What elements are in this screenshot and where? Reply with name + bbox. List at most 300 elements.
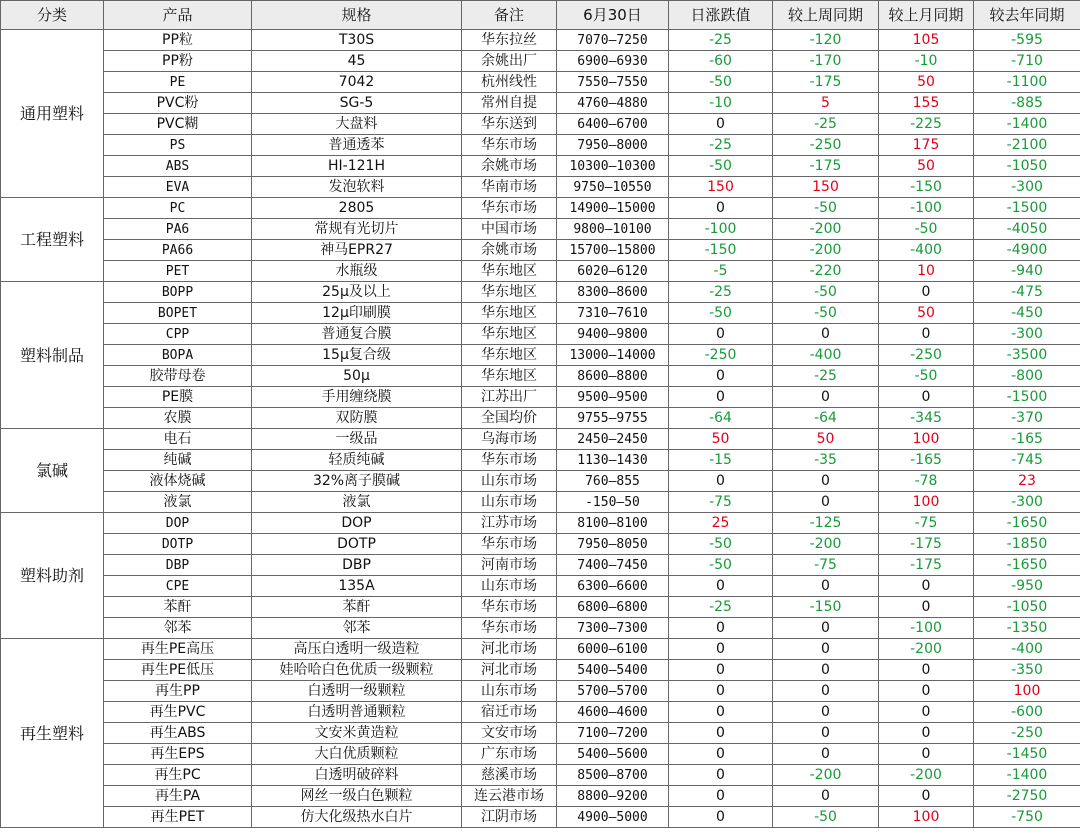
table-row [1, 30, 1080, 51]
price-range-cell: 6900—6930 [557, 51, 669, 72]
spec-cell: 神马EPR27 [252, 240, 462, 261]
price-range-cell: 5700—5700 [557, 681, 669, 702]
spec-cell: 仿大化级热水白片 [252, 807, 462, 828]
category-cell: 工程塑料 [1, 198, 104, 282]
price-range-cell: 6020—6120 [557, 261, 669, 282]
daily-change-cell: 0 [669, 681, 773, 702]
vs-last-year-cell: -300 [974, 324, 1080, 345]
vs-last-month-cell: 0 [879, 660, 974, 681]
vs-last-week-cell: 0 [773, 618, 879, 639]
price-range-cell: 9800—10100 [557, 219, 669, 240]
daily-change-cell: -25 [669, 282, 773, 303]
spec-cell: 大白优质颗粒 [252, 744, 462, 765]
price-range-cell: 5400—5600 [557, 744, 669, 765]
price-range-cell: 1130—1430 [557, 450, 669, 471]
table-row [1, 387, 1080, 408]
spec-cell: T30S [252, 30, 462, 51]
price-range-cell: 2450—2450 [557, 429, 669, 450]
note-cell: 华东地区 [462, 282, 557, 303]
spec-cell: 常规有光切片 [252, 219, 462, 240]
daily-change-cell: 0 [669, 702, 773, 723]
spec-cell: 32%离子膜碱 [252, 471, 462, 492]
price-range-cell: 5400—5400 [557, 660, 669, 681]
daily-change-cell: 50 [669, 429, 773, 450]
price-range-cell: 7310—7610 [557, 303, 669, 324]
table-row [1, 366, 1080, 387]
vs-last-month-cell: 0 [879, 681, 974, 702]
note-cell: 华东市场 [462, 597, 557, 618]
product-cell: BOPET [104, 303, 252, 324]
vs-last-year-cell: -1050 [974, 156, 1080, 177]
table-row [1, 177, 1080, 198]
product-cell: 再生PET [104, 807, 252, 828]
vs-last-week-cell: -50 [773, 282, 879, 303]
table-row [1, 282, 1080, 303]
table-row [1, 660, 1080, 681]
vs-last-week-cell: 0 [773, 324, 879, 345]
vs-last-month-cell: -200 [879, 765, 974, 786]
table-row [1, 492, 1080, 513]
vs-last-month-cell: 0 [879, 702, 974, 723]
vs-last-year-cell: -300 [974, 177, 1080, 198]
vs-last-week-cell: -125 [773, 513, 879, 534]
table-row [1, 786, 1080, 807]
vs-last-month-cell: 155 [879, 93, 974, 114]
table-row [1, 429, 1080, 450]
vs-last-week-cell: -50 [773, 807, 879, 828]
header-daily-change: 日涨跌值 [669, 1, 773, 30]
price-range-cell: 7100—7200 [557, 723, 669, 744]
vs-last-week-cell: 0 [773, 471, 879, 492]
note-cell: 江苏市场 [462, 513, 557, 534]
product-cell: PE [104, 72, 252, 93]
table-row [1, 198, 1080, 219]
note-cell: 全国均价 [462, 408, 557, 429]
table-row [1, 345, 1080, 366]
vs-last-year-cell: -1100 [974, 72, 1080, 93]
note-cell: 常州自提 [462, 93, 557, 114]
price-range-cell: 9755—9755 [557, 408, 669, 429]
vs-last-week-cell: 0 [773, 681, 879, 702]
daily-change-cell: 0 [669, 198, 773, 219]
spec-cell: 2805 [252, 198, 462, 219]
spec-cell: 7042 [252, 72, 462, 93]
table-row [1, 261, 1080, 282]
vs-last-year-cell: -3500 [974, 345, 1080, 366]
product-cell: BOPP [104, 282, 252, 303]
product-cell: PE膜 [104, 387, 252, 408]
category-cell: 塑料制品 [1, 282, 104, 429]
spec-cell: 文安米黄造粒 [252, 723, 462, 744]
table-row [1, 723, 1080, 744]
price-range-cell: 9750—10550 [557, 177, 669, 198]
header-vs-last-year: 较去年同期 [974, 1, 1080, 30]
daily-change-cell: 0 [669, 387, 773, 408]
spec-cell: 白透明普通颗粒 [252, 702, 462, 723]
vs-last-month-cell: -150 [879, 177, 974, 198]
daily-change-cell: 0 [669, 660, 773, 681]
product-cell: PC [104, 198, 252, 219]
table-row [1, 576, 1080, 597]
note-cell: 江苏出厂 [462, 387, 557, 408]
price-range-cell: 6000—6100 [557, 639, 669, 660]
spec-cell: 135A [252, 576, 462, 597]
price-range-cell: 10300—10300 [557, 156, 669, 177]
note-cell: 广东市场 [462, 744, 557, 765]
vs-last-month-cell: 50 [879, 72, 974, 93]
spec-cell: 普通复合膜 [252, 324, 462, 345]
product-cell: 再生EPS [104, 744, 252, 765]
spec-cell: 手用缠绕膜 [252, 387, 462, 408]
product-cell: 胶带母卷 [104, 366, 252, 387]
product-cell: 农膜 [104, 408, 252, 429]
product-cell: DOP [104, 513, 252, 534]
price-range-cell: 7550—7550 [557, 72, 669, 93]
vs-last-week-cell: -220 [773, 261, 879, 282]
note-cell: 慈溪市场 [462, 765, 557, 786]
spec-cell: DBP [252, 555, 462, 576]
product-cell: 纯碱 [104, 450, 252, 471]
vs-last-month-cell: -225 [879, 114, 974, 135]
vs-last-year-cell: -1500 [974, 198, 1080, 219]
header-row [1, 1, 1080, 30]
product-cell: 苯酐 [104, 597, 252, 618]
vs-last-year-cell: -800 [974, 366, 1080, 387]
daily-change-cell: -25 [669, 30, 773, 51]
vs-last-year-cell: -2750 [974, 786, 1080, 807]
table-row [1, 513, 1080, 534]
header-vs-last-month: 较上月同期 [879, 1, 974, 30]
table-row [1, 324, 1080, 345]
vs-last-month-cell: 0 [879, 723, 974, 744]
vs-last-month-cell: 100 [879, 807, 974, 828]
spec-cell: 液氯 [252, 492, 462, 513]
spec-cell: 一级品 [252, 429, 462, 450]
price-range-cell: 14900—15000 [557, 198, 669, 219]
note-cell: 华东拉丝 [462, 30, 557, 51]
vs-last-week-cell: 0 [773, 744, 879, 765]
daily-change-cell: -50 [669, 303, 773, 324]
note-cell: 华东地区 [462, 366, 557, 387]
daily-change-cell: -50 [669, 534, 773, 555]
header-note: 备注 [462, 1, 557, 30]
spec-cell: DOTP [252, 534, 462, 555]
product-cell: PET [104, 261, 252, 282]
daily-change-cell: -50 [669, 555, 773, 576]
price-range-cell: -150—50 [557, 492, 669, 513]
spec-cell: 苯酐 [252, 597, 462, 618]
vs-last-month-cell: -50 [879, 219, 974, 240]
vs-last-week-cell: 0 [773, 702, 879, 723]
price-range-cell: 6800—6800 [557, 597, 669, 618]
price-range-cell: 4600—4600 [557, 702, 669, 723]
product-cell: PP粒 [104, 30, 252, 51]
note-cell: 中国市场 [462, 219, 557, 240]
price-range-cell: 7950—8000 [557, 135, 669, 156]
vs-last-month-cell: -50 [879, 366, 974, 387]
price-range-cell: 9400—9800 [557, 324, 669, 345]
vs-last-year-cell: -450 [974, 303, 1080, 324]
vs-last-year-cell: -1500 [974, 387, 1080, 408]
vs-last-month-cell: 0 [879, 387, 974, 408]
vs-last-month-cell: -400 [879, 240, 974, 261]
table-row [1, 555, 1080, 576]
product-cell: 再生ABS [104, 723, 252, 744]
header-vs-last-week: 较上周同期 [773, 1, 879, 30]
vs-last-year-cell: -1650 [974, 513, 1080, 534]
vs-last-year-cell: -1850 [974, 534, 1080, 555]
vs-last-month-cell: 0 [879, 744, 974, 765]
vs-last-month-cell: 0 [879, 597, 974, 618]
product-cell: DOTP [104, 534, 252, 555]
note-cell: 江阴市场 [462, 807, 557, 828]
vs-last-month-cell: -165 [879, 450, 974, 471]
table-row [1, 807, 1080, 828]
table-row [1, 702, 1080, 723]
category-cell: 通用塑料 [1, 30, 104, 198]
vs-last-week-cell: 0 [773, 660, 879, 681]
vs-last-week-cell: -25 [773, 114, 879, 135]
price-range-cell: 7400—7450 [557, 555, 669, 576]
price-range-cell: 8300—8600 [557, 282, 669, 303]
vs-last-month-cell: -78 [879, 471, 974, 492]
vs-last-week-cell: 0 [773, 492, 879, 513]
vs-last-week-cell: 150 [773, 177, 879, 198]
vs-last-week-cell: -64 [773, 408, 879, 429]
note-cell: 山东市场 [462, 492, 557, 513]
product-cell: 液氯 [104, 492, 252, 513]
spec-cell: 大盘料 [252, 114, 462, 135]
spec-cell: 普通透苯 [252, 135, 462, 156]
vs-last-year-cell: -4050 [974, 219, 1080, 240]
product-cell: 再生PVC [104, 702, 252, 723]
price-range-cell: 9500—9500 [557, 387, 669, 408]
table-body [1, 30, 1080, 828]
vs-last-month-cell: 0 [879, 576, 974, 597]
note-cell: 华东市场 [462, 450, 557, 471]
price-range-cell: 4900—5000 [557, 807, 669, 828]
vs-last-year-cell: -950 [974, 576, 1080, 597]
product-cell: DBP [104, 555, 252, 576]
vs-last-month-cell: 0 [879, 324, 974, 345]
spec-cell: 网丝一级白色颗粒 [252, 786, 462, 807]
vs-last-week-cell: 0 [773, 576, 879, 597]
note-cell: 山东市场 [462, 681, 557, 702]
table-row [1, 219, 1080, 240]
daily-change-cell: -64 [669, 408, 773, 429]
daily-change-cell: 0 [669, 723, 773, 744]
daily-change-cell: 0 [669, 765, 773, 786]
price-range-cell: 13000—14000 [557, 345, 669, 366]
table-row [1, 114, 1080, 135]
table-row [1, 765, 1080, 786]
vs-last-year-cell: -250 [974, 723, 1080, 744]
table-row [1, 681, 1080, 702]
vs-last-month-cell: -345 [879, 408, 974, 429]
product-cell: 再生PC [104, 765, 252, 786]
vs-last-month-cell: -175 [879, 534, 974, 555]
daily-change-cell: 0 [669, 744, 773, 765]
price-range-cell: 760—855 [557, 471, 669, 492]
daily-change-cell: -75 [669, 492, 773, 513]
spec-cell: SG-5 [252, 93, 462, 114]
note-cell: 华东市场 [462, 135, 557, 156]
product-cell: CPP [104, 324, 252, 345]
table-row [1, 744, 1080, 765]
price-range-cell: 8500—8700 [557, 765, 669, 786]
daily-change-cell: 0 [669, 618, 773, 639]
spec-cell: DOP [252, 513, 462, 534]
daily-change-cell: 0 [669, 576, 773, 597]
table-row [1, 135, 1080, 156]
daily-change-cell: 0 [669, 807, 773, 828]
price-range-cell: 8600—8800 [557, 366, 669, 387]
vs-last-month-cell: 100 [879, 492, 974, 513]
table-row [1, 471, 1080, 492]
price-range-cell: 7950—8050 [557, 534, 669, 555]
vs-last-month-cell: 0 [879, 786, 974, 807]
header-product: 产品 [104, 1, 252, 30]
price-range-cell: 15700—15800 [557, 240, 669, 261]
table-row [1, 156, 1080, 177]
vs-last-week-cell: -250 [773, 135, 879, 156]
spec-cell: 25μ及以上 [252, 282, 462, 303]
vs-last-year-cell: 23 [974, 471, 1080, 492]
table-row [1, 240, 1080, 261]
product-cell: PA6 [104, 219, 252, 240]
note-cell: 乌海市场 [462, 429, 557, 450]
vs-last-week-cell: -50 [773, 198, 879, 219]
vs-last-month-cell: -100 [879, 198, 974, 219]
vs-last-year-cell: -165 [974, 429, 1080, 450]
spec-cell: 水瓶级 [252, 261, 462, 282]
daily-change-cell: -5 [669, 261, 773, 282]
vs-last-year-cell: -750 [974, 807, 1080, 828]
product-cell: 再生PE低压 [104, 660, 252, 681]
price-range-cell: 8100—8100 [557, 513, 669, 534]
vs-last-month-cell: 50 [879, 303, 974, 324]
product-cell: PS [104, 135, 252, 156]
spec-cell: HI-121H [252, 156, 462, 177]
vs-last-week-cell: -200 [773, 240, 879, 261]
note-cell: 山东市场 [462, 471, 557, 492]
product-cell: BOPA [104, 345, 252, 366]
vs-last-month-cell: 0 [879, 282, 974, 303]
daily-change-cell: -50 [669, 72, 773, 93]
vs-last-month-cell: -75 [879, 513, 974, 534]
table-row [1, 597, 1080, 618]
spec-cell: 发泡软料 [252, 177, 462, 198]
product-cell: 再生PP [104, 681, 252, 702]
daily-change-cell: 0 [669, 786, 773, 807]
product-cell: PA66 [104, 240, 252, 261]
vs-last-week-cell: -175 [773, 156, 879, 177]
vs-last-month-cell: 10 [879, 261, 974, 282]
daily-change-cell: 0 [669, 114, 773, 135]
note-cell: 华东地区 [462, 303, 557, 324]
vs-last-year-cell: -885 [974, 93, 1080, 114]
note-cell: 华东地区 [462, 261, 557, 282]
vs-last-year-cell: -1350 [974, 618, 1080, 639]
vs-last-week-cell: -120 [773, 30, 879, 51]
daily-change-cell: -50 [669, 156, 773, 177]
daily-change-cell: 0 [669, 639, 773, 660]
note-cell: 华东送到 [462, 114, 557, 135]
product-cell: PVC糊 [104, 114, 252, 135]
price-range-cell: 6300—6600 [557, 576, 669, 597]
vs-last-week-cell: -175 [773, 72, 879, 93]
note-cell: 华东市场 [462, 198, 557, 219]
note-cell: 余姚市场 [462, 240, 557, 261]
price-range-cell: 6400—6700 [557, 114, 669, 135]
note-cell: 河北市场 [462, 639, 557, 660]
note-cell: 杭州线性 [462, 72, 557, 93]
spec-cell: 邻苯 [252, 618, 462, 639]
vs-last-month-cell: 50 [879, 156, 974, 177]
daily-change-cell: 150 [669, 177, 773, 198]
vs-last-year-cell: -1450 [974, 744, 1080, 765]
vs-last-week-cell: -150 [773, 597, 879, 618]
vs-last-week-cell: -200 [773, 765, 879, 786]
note-cell: 华南市场 [462, 177, 557, 198]
product-cell: EVA [104, 177, 252, 198]
vs-last-year-cell: -400 [974, 639, 1080, 660]
spec-cell: 50μ [252, 366, 462, 387]
vs-last-year-cell: -1400 [974, 114, 1080, 135]
spec-cell: 娃哈哈白色优质一级颗粒 [252, 660, 462, 681]
category-cell: 再生塑料 [1, 639, 104, 828]
vs-last-month-cell: 175 [879, 135, 974, 156]
table-row [1, 303, 1080, 324]
vs-last-year-cell: -940 [974, 261, 1080, 282]
spec-cell: 12μ印刷膜 [252, 303, 462, 324]
vs-last-month-cell: -10 [879, 51, 974, 72]
vs-last-month-cell: 100 [879, 429, 974, 450]
vs-last-year-cell: -350 [974, 660, 1080, 681]
price-range-cell: 4760—4880 [557, 93, 669, 114]
price-range-cell: 7070—7250 [557, 30, 669, 51]
product-cell: PVC粉 [104, 93, 252, 114]
note-cell: 连云港市场 [462, 786, 557, 807]
vs-last-year-cell: -1400 [974, 765, 1080, 786]
vs-last-week-cell: -35 [773, 450, 879, 471]
note-cell: 河北市场 [462, 660, 557, 681]
vs-last-year-cell: -4900 [974, 240, 1080, 261]
price-range-cell: 8800—9200 [557, 786, 669, 807]
note-cell: 山东市场 [462, 576, 557, 597]
vs-last-year-cell: -370 [974, 408, 1080, 429]
daily-change-cell: -150 [669, 240, 773, 261]
note-cell: 华东地区 [462, 324, 557, 345]
table-row [1, 618, 1080, 639]
product-cell: CPE [104, 576, 252, 597]
daily-change-cell: -60 [669, 51, 773, 72]
product-cell: ABS [104, 156, 252, 177]
vs-last-year-cell: -600 [974, 702, 1080, 723]
spec-cell: 15μ复合级 [252, 345, 462, 366]
header-spec: 规格 [252, 1, 462, 30]
spec-cell: 双防膜 [252, 408, 462, 429]
product-cell: PP粉 [104, 51, 252, 72]
vs-last-week-cell: -50 [773, 303, 879, 324]
daily-change-cell: -15 [669, 450, 773, 471]
category-cell: 氯碱 [1, 429, 104, 513]
table-row [1, 534, 1080, 555]
vs-last-year-cell: -710 [974, 51, 1080, 72]
note-cell: 华东市场 [462, 618, 557, 639]
product-cell: 邻苯 [104, 618, 252, 639]
vs-last-week-cell: 50 [773, 429, 879, 450]
